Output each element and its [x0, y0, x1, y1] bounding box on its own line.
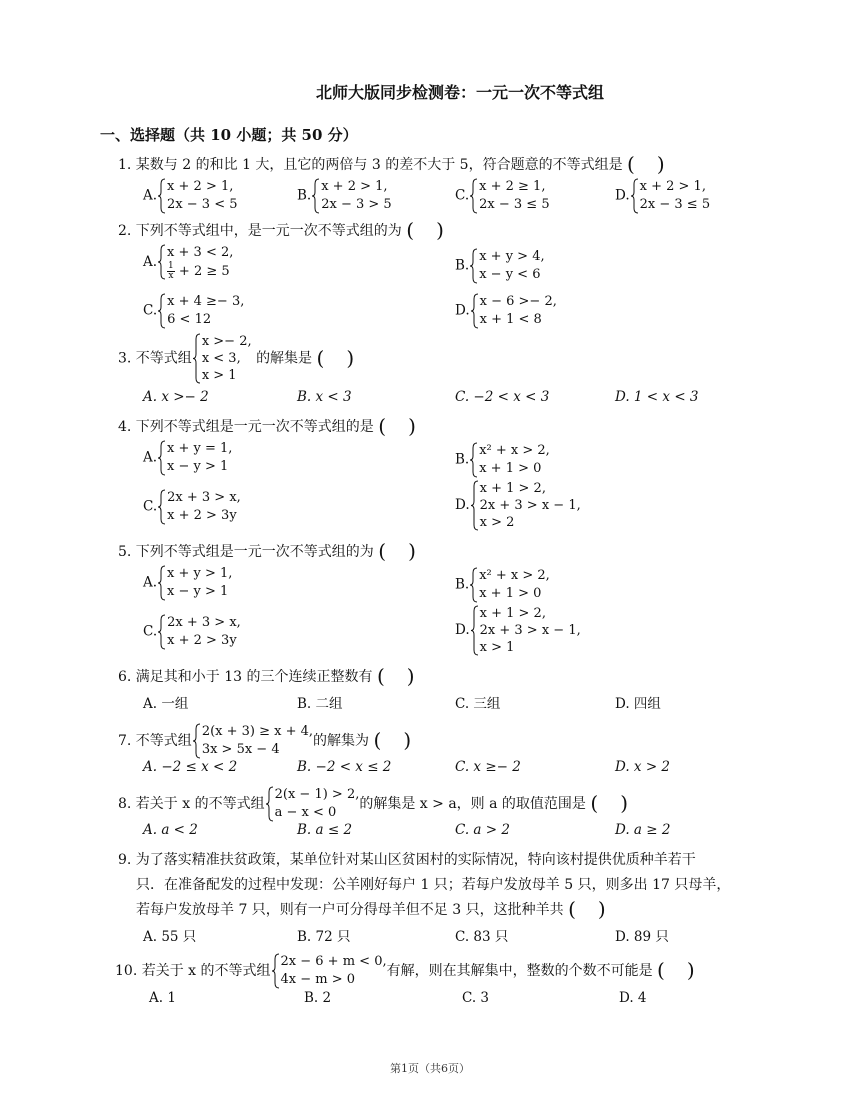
- question-6-option-d[interactable]: D. 四组: [615, 696, 661, 712]
- answer-blank[interactable]: ( ): [378, 539, 416, 563]
- question-3-option-b[interactable]: B. x < 3: [297, 389, 352, 405]
- answer-blank[interactable]: ( ): [376, 664, 415, 688]
- question-9-option-a[interactable]: A. 55 只: [143, 929, 197, 945]
- question-2-option-c[interactable]: C. x + 4 ≥− 3, 6 < 12: [143, 294, 245, 327]
- question-10-option-d[interactable]: D. 4: [619, 990, 647, 1006]
- question-8-option-b[interactable]: B. a ≤ 2: [297, 822, 353, 838]
- page-footer: 第1页（共6页）: [390, 1062, 470, 1075]
- answer-blank[interactable]: ( ): [373, 728, 412, 752]
- question-5-option-d[interactable]: D. x + 1 > 2, 2x + 3 > x − 1, x > 1: [455, 606, 581, 655]
- question-1-option-b[interactable]: B. x + 2 > 1, 2x − 3 > 5: [297, 179, 392, 212]
- question-1-option-a[interactable]: A. x + 2 > 1, 2x − 3 < 5: [143, 179, 238, 212]
- question-5-option-c[interactable]: C. 2x + 3 > x, x + 2 > 3y: [143, 615, 241, 648]
- question-8-option-a[interactable]: A. a < 2: [143, 822, 198, 838]
- question-4-stem: 4. 下列不等式组是一元一次不等式组的是 ( ): [118, 414, 416, 438]
- question-7-stem: 7. 不等式组 2(x + 3) ≥ x + 4, 3x > 5x − 4 的解集为 ( ): [118, 724, 412, 757]
- question-9-line-1: 9. 为了落实精准扶贫政策，某单位针对某山区贫困村的实际情况，特向该村提供优质种羊若干: [118, 852, 696, 868]
- question-6-option-a[interactable]: A. 一组: [143, 696, 189, 712]
- question-1-stem: 1. 某数与 2 的和比 1 大，且它的两倍与 3 的差不大于 5，符合题意的不等式组是 ( ): [118, 152, 665, 176]
- question-8-option-d[interactable]: D. a ≥ 2: [615, 822, 671, 838]
- question-10-stem: 10. 若关于 x 的不等式组 2x − 6 + m < 0, 4x − m > 0 有解，则在其解集中，整数的个数不可能是 ( ): [115, 954, 695, 987]
- answer-blank[interactable]: ( ): [406, 218, 444, 242]
- question-4-option-c[interactable]: C. 2x + 3 > x, x + 2 > 3y: [143, 490, 241, 523]
- question-7-option-b[interactable]: B. −2 < x ≤ 2: [297, 759, 392, 775]
- question-7-option-a[interactable]: A. −2 ≤ x < 2: [143, 759, 238, 775]
- question-1-option-d[interactable]: D. x + 2 > 1, 2x − 3 ≤ 5: [615, 179, 711, 212]
- answer-blank[interactable]: ( ): [378, 414, 416, 438]
- question-3-option-c[interactable]: C. −2 < x < 3: [455, 389, 550, 405]
- question-9-line-2: 只．在准备配发的过程中发现：公羊刚好每户 1 只；若每户发放母羊 5 只，则多出 17 只母羊，: [136, 877, 731, 893]
- question-5-option-b[interactable]: B. x² + x > 2, x + 1 > 0: [455, 568, 550, 601]
- question-9-option-d[interactable]: D. 89 只: [615, 929, 669, 945]
- answer-blank[interactable]: ( ): [657, 958, 695, 982]
- question-9-option-b[interactable]: B. 72 只: [297, 929, 351, 945]
- question-4-option-d[interactable]: D. x + 1 > 2, 2x + 3 > x − 1, x > 2: [455, 481, 581, 530]
- question-8-option-c[interactable]: C. a > 2: [455, 822, 510, 838]
- answer-blank[interactable]: ( ): [590, 791, 629, 815]
- question-10-option-a[interactable]: A. 1: [149, 990, 176, 1006]
- page-title: 北师大版同步检测卷：一元一次不等式组: [315, 83, 604, 102]
- section-heading: 一、选择题（共 10 小题；共 50 分）: [100, 126, 358, 144]
- question-9-option-c[interactable]: C. 83 只: [455, 929, 509, 945]
- answer-blank[interactable]: ( ): [568, 897, 606, 921]
- question-1-option-c[interactable]: C. x + 2 ≥ 1, 2x − 3 ≤ 5: [455, 179, 550, 212]
- question-8-stem: 8. 若关于 x 的不等式组 2(x − 1) > 2, a − x < 0 的解集是 x > a，则 a 的取值范围是 ( ): [118, 787, 629, 820]
- question-6-option-b[interactable]: B. 二组: [297, 696, 343, 712]
- answer-blank[interactable]: ( ): [316, 345, 355, 370]
- question-2-option-b[interactable]: B. x + y > 4, x − y < 6: [455, 249, 545, 282]
- question-10-option-b[interactable]: B. 2: [304, 990, 332, 1006]
- question-2-option-d[interactable]: D. x − 6 >− 2, x + 1 < 8: [455, 294, 557, 327]
- question-6-option-c[interactable]: C. 三组: [455, 696, 501, 712]
- question-3-option-d[interactable]: D. 1 < x < 3: [615, 389, 699, 405]
- question-4-option-a[interactable]: A. x + y = 1, x − y > 1: [143, 441, 233, 474]
- question-3-stem: 3. 不等式组 x >− 2, x < 3, x > 1 的解集是 ( ): [118, 334, 355, 383]
- question-7-option-c[interactable]: C. x ≥− 2: [455, 759, 521, 775]
- question-5-option-a[interactable]: A. x + y > 1, x − y > 1: [143, 566, 233, 599]
- question-3-option-a[interactable]: A. x >− 2: [143, 389, 209, 405]
- question-4-option-b[interactable]: B. x² + x > 2, x + 1 > 0: [455, 443, 550, 476]
- question-9-line-3: 若每户发放母羊 7 只，则有一户可分得母羊但不足 3 只，这批种羊共 ( ): [136, 897, 606, 921]
- question-2-stem: 2. 下列不等式组中，是一元一次不等式组的为 ( ): [118, 218, 444, 242]
- question-7-option-d[interactable]: D. x > 2: [615, 759, 671, 775]
- answer-blank[interactable]: ( ): [627, 152, 665, 176]
- question-6-stem: 6. 满足其和小于 13 的三个连续正整数有 ( ): [118, 664, 415, 688]
- question-10-option-c[interactable]: C. 3: [462, 990, 490, 1006]
- question-2-option-a[interactable]: A. x + 3 < 2, $\frac{1}{x}$ + 2 ≥ 5: [143, 245, 234, 281]
- question-5-stem: 5. 下列不等式组是一元一次不等式组的为 ( ): [118, 539, 416, 563]
